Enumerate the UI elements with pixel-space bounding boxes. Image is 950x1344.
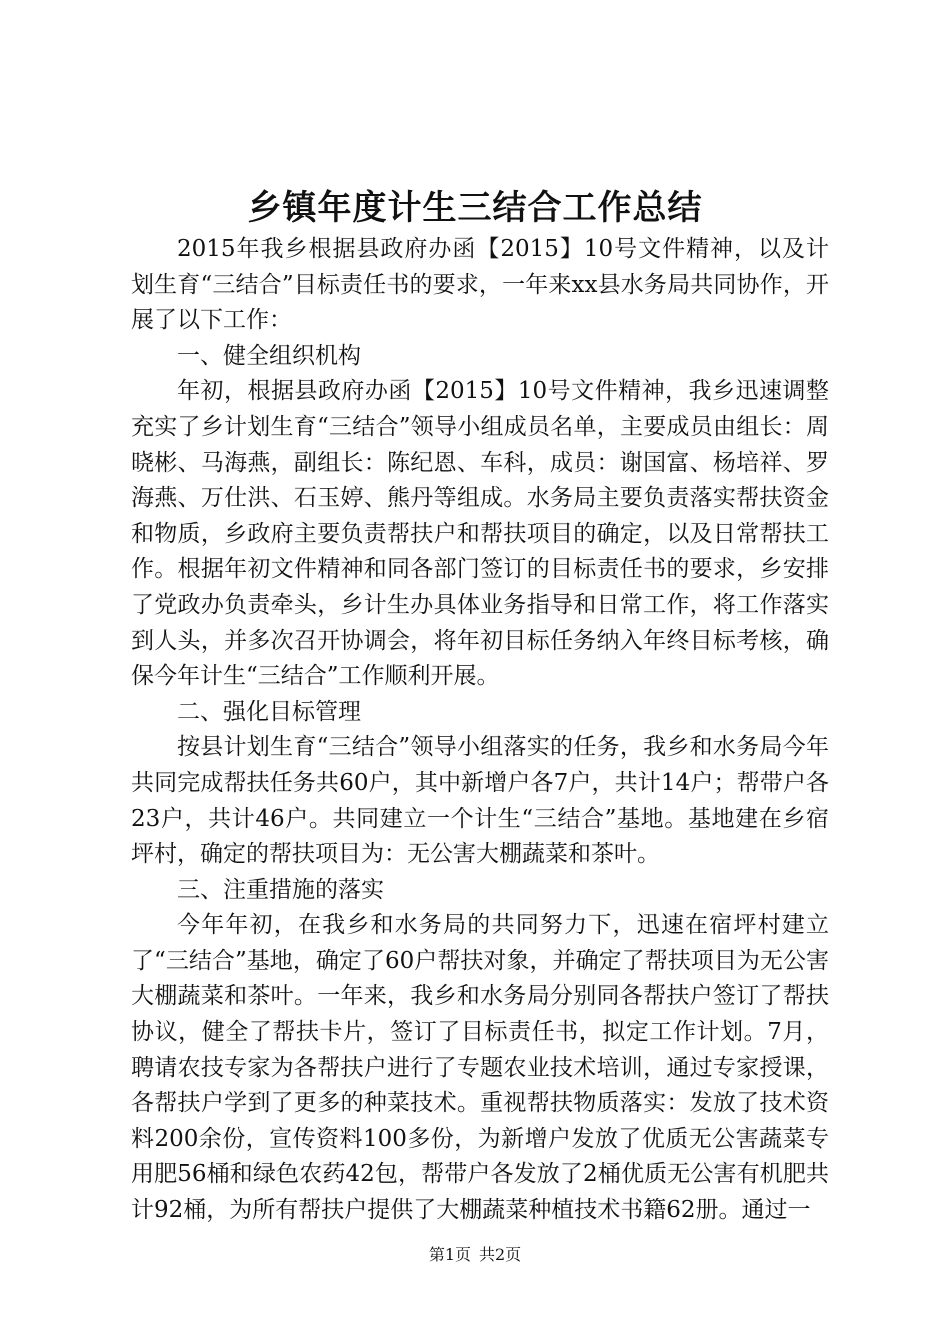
- document-body: [131, 232, 829, 1229]
- section-1-paragraph: 年初，根据县政府办函【2015】10号文件精神，我乡迅速调整充实了乡计划生育“三结合”领导小组成员名单，主要成员由组长：周晓彬、马海燕，副组长：陈纪恩、车科，成员：谢国富、杨培祥、罗海燕、万仕洪、石玉婷、熊丹等组成。水务局主要负责落实帮扶资金和物质，乡政府主要负责帮扶户和帮扶项目的确定，以及日常帮扶工作。根据年初文件精神和同各部门签订的目标责任书的要求，乡安排了党政办负责牵头，乡计生办具体业务指导和日常工作，将工作落实到人头，并多次召开协调会，将年初目标任务纳入年终目标考核，确保今年计生“三结合”工作顺利开展。: [131, 378, 829, 690]
- section-3-paragraph: 今年年初，在我乡和水务局的共同努力下，迅速在宿坪村建立了“三结合”基地，确定了60户帮扶对象，并确定了帮扶项目为无公害大棚蔬菜和茶叶。一年来，我乡和水务局分别同各帮扶户签订了帮扶协议，健全了帮扶卡片，签订了目标责任书，拟定工作计划。7月，聘请农技专家为各帮扶户进行了专题农业技术培训，通过专家授课，各帮扶户学到了更多的种菜技术。重视帮扶物质落实：发放了技术资料200余份，宣传资料100多份，为新增户发放了优质无公害蔬菜专用肥56桶和绿色农药42包，帮带户各发放了2桶优质无公害有机肥共计92桶，为所有帮扶户提供了大棚蔬菜种植技术书籍62册。通过一: [131, 912, 829, 1224]
- page-footer: [0, 1244, 950, 1266]
- section-heading-1: 一、健全组织机构: [177, 342, 361, 369]
- page-number: 第1页: [428, 1245, 471, 1264]
- section-2-paragraph: 按县计划生育“三结合”领导小组落实的任务，我乡和水务局今年共同完成帮扶任务共60户，其中新增户各7户，共计14户；帮带户各23户，共计46户。共同建立一个计生“三结合”基地。基地建在乡宿坪村，确定的帮扶项目为：无公害大棚蔬菜和茶叶。: [131, 734, 829, 868]
- section-heading-3: 三、注重措施的落实: [177, 876, 384, 903]
- page-total: 共2页: [479, 1245, 522, 1264]
- document-title: 乡镇年度计生三结合工作总结: [247, 188, 703, 228]
- section-heading-2: 二、强化目标管理: [177, 698, 361, 725]
- intro-paragraph: 2015年我乡根据县政府办函【2015】10号文件精神，以及计划生育“三结合”目标责任书的要求，一年来xx县水务局共同协作，开展了以下工作：: [131, 236, 829, 334]
